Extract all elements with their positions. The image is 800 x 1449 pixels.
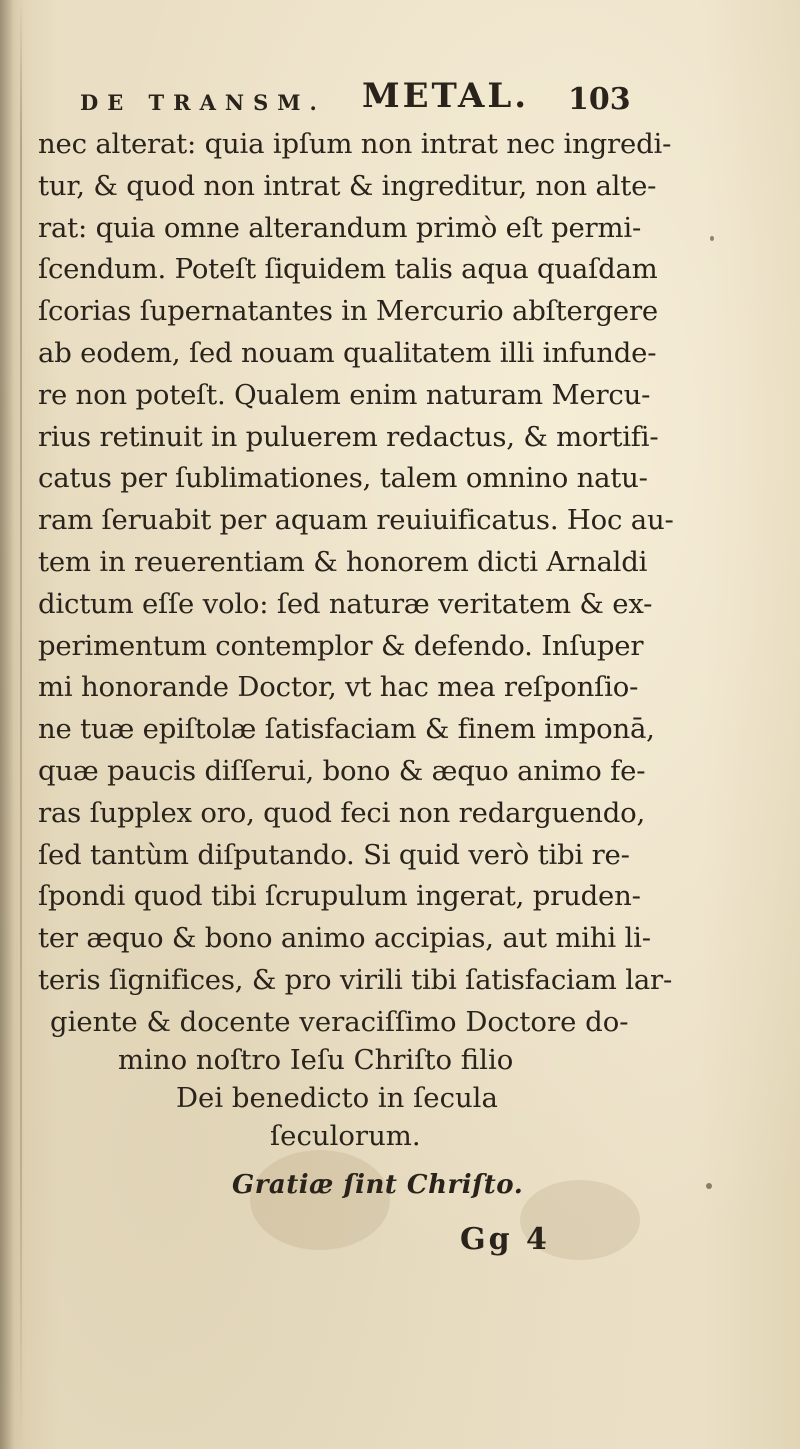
running-header	[80, 76, 660, 116]
text-line: ne tuæ epiſtolæ ſatisfaciam & finem imponā,	[38, 713, 655, 746]
text-line: perimentum contemplor & defendo. Inſuper	[38, 629, 644, 662]
text-line: rat: quia omne alterandum primò eſt permi-	[38, 211, 642, 244]
ink-speck	[710, 236, 714, 241]
closing-line: giente & docente veraciſſimo Doctore do-	[50, 1006, 629, 1038]
text-line: ſcendum. Poteſt ſiquidem talis aqua quaſdam	[38, 253, 658, 286]
text-line: mi honorande Doctor, vt hac mea reſponſio-	[38, 671, 639, 704]
closing-line: Dei benedicto in ſecula	[176, 1082, 498, 1114]
text-line: tur, & quod non intrat & ingreditur, non alte-	[38, 169, 657, 202]
text-line: ſed tantùm diſputando. Si quid verò tibi re-	[38, 838, 630, 871]
ink-speck	[706, 1183, 712, 1189]
body-text	[38, 124, 674, 1002]
text-line: nec alterat: quia ipſum non intrat nec ingredi-	[38, 128, 672, 160]
text-line: dictum eſſe volo: ſed naturæ veritatem & ex-	[38, 587, 653, 620]
colophon: Gratiæ ſint Chriſto.	[232, 1170, 524, 1200]
text-line: tem in reuerentiam & honorem dicti Arnaldi	[38, 545, 648, 578]
closing-line: ſeculorum.	[270, 1120, 421, 1152]
paper-stain	[250, 1150, 390, 1250]
running-title-metal: METAL.	[362, 76, 530, 116]
text-line: ras ſupplex oro, quod feci non redarguendo,	[38, 796, 646, 829]
text-line: ſcorias ſupernatantes in Mercurio abſtergere	[38, 295, 659, 328]
text-line: catus per ſublimationes, talem omnino natu-	[38, 462, 648, 495]
text-line: ab eodem, ſed nouam qualitatem illi infunde-	[38, 336, 657, 369]
signature-mark: Gg 4	[460, 1222, 550, 1257]
text-line: ram ſeruabit per aquam reuiuificatus. Hoc au-	[38, 504, 674, 537]
text-line: re non poteſt. Qualem enim naturam Mercu-	[38, 378, 651, 411]
text-line: ter æquo & bono animo accipias, aut mihi li-	[38, 922, 651, 955]
page-number: 103	[568, 82, 631, 117]
text-line: quæ paucis diſſerui, bono & æquo animo fe-	[38, 754, 646, 787]
text-line: rius retinuit in puluerem redactus, & mortifi-	[38, 420, 659, 453]
gutter-line	[20, 0, 22, 1449]
closing-line: mino noſtro Ieſu Chriſto filio	[118, 1044, 514, 1076]
binding-shadow	[0, 0, 14, 1449]
text-line: teris ſignifices, & pro virili tibi ſatisfaciam lar-	[38, 963, 673, 996]
text-line: ſpondi quod tibi ſcrupulum ingerat, pruden-	[38, 880, 641, 913]
running-title: DE TRANSM.	[80, 90, 326, 115]
